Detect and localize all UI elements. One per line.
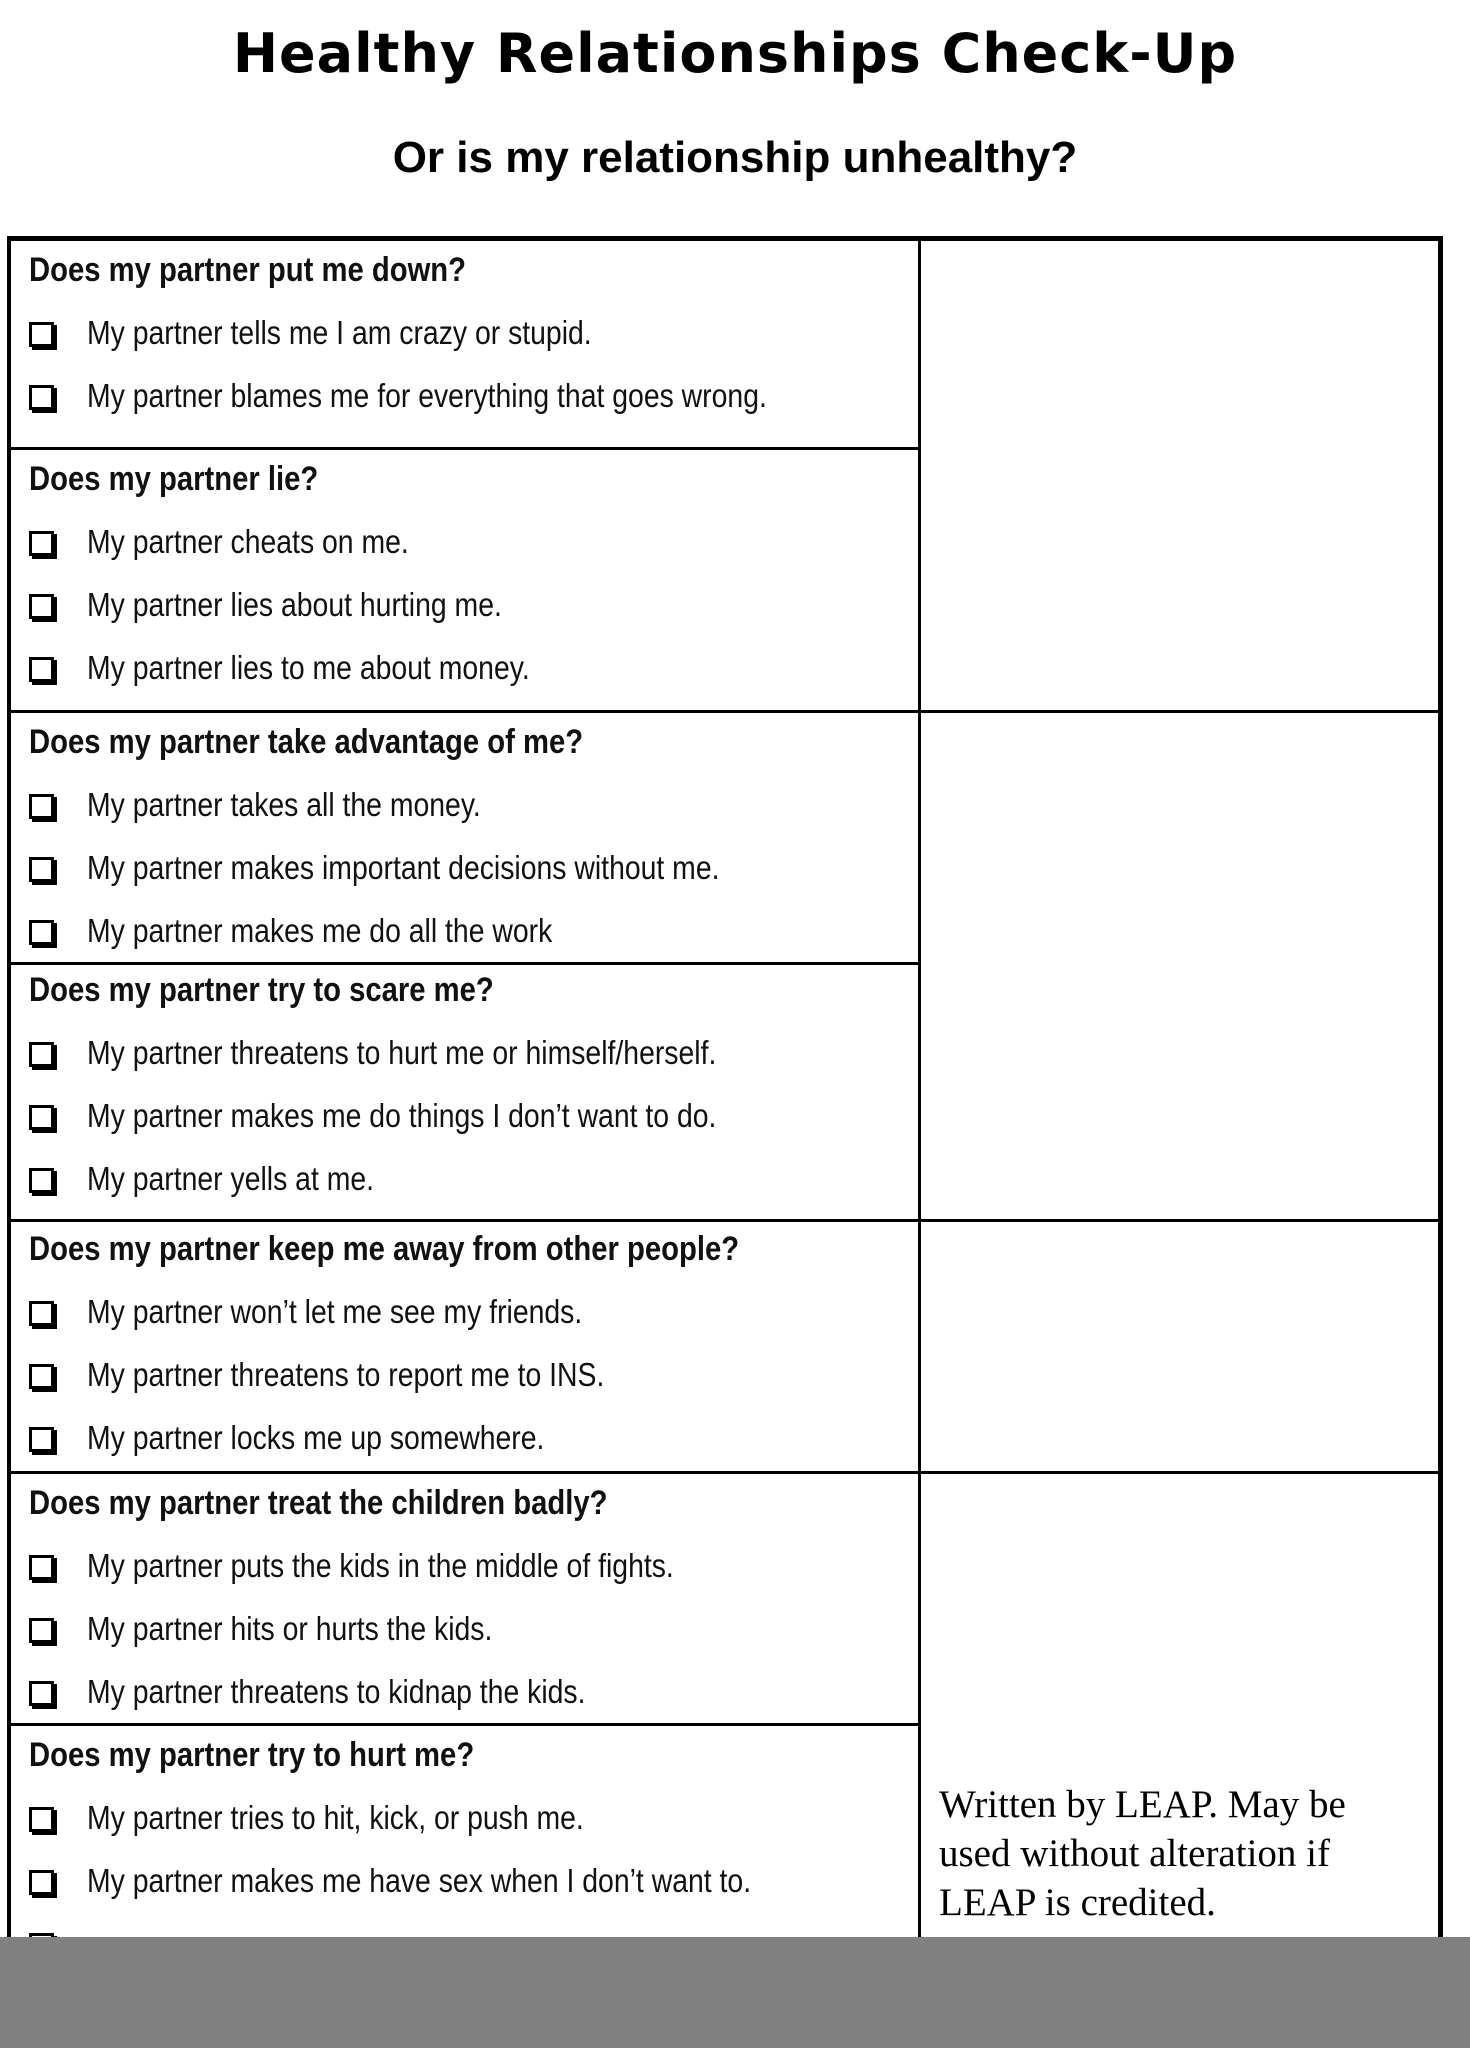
section-question: Does my partner put me down?	[29, 251, 467, 289]
section-scare: Does my partner try to scare me? My partner threatens to hurt me or himself/herself. My partner makes me do things I don’t want to do. My partner yells at me.	[11, 965, 918, 1222]
checkbox[interactable]	[29, 1105, 54, 1130]
section-question: Does my partner keep me away from other people?	[29, 1230, 740, 1268]
section-question: Does my partner try to scare me?	[29, 971, 494, 1009]
section-question: Does my partner lie?	[29, 460, 319, 498]
section-children: Does my partner treat the children badly? My partner puts the kids in the middle of fights. My partner hits or hurts the kids. My partner threatens to kidnap the kids.	[11, 1474, 918, 1726]
section-hurt: Does my partner try to hurt me? My partner tries to hit, kick, or push me. My partner makes me have sex when I don’t want to.	[11, 1726, 918, 2048]
checkbox[interactable]	[29, 920, 54, 945]
checkbox[interactable]	[29, 794, 54, 819]
section-put-down: Does my partner put me down? My partner tells me I am crazy or stupid. My partner blames me for everything that goes wrong.	[11, 241, 918, 450]
page-title: Healthy Relationships Check-Up	[232, 22, 1238, 85]
section-question: Does my partner take advantage of me?	[29, 723, 584, 761]
section-question: Does my partner try to hurt me?	[29, 1736, 475, 1774]
checkbox[interactable]	[29, 594, 54, 619]
checkbox[interactable]	[29, 1168, 54, 1193]
checkbox[interactable]	[29, 1555, 54, 1580]
checkbox[interactable]	[29, 531, 54, 556]
section-isolate: Does my partner keep me away from other people? My partner won’t let me see my friends. My partner threatens to report me to INS. My partner locks me up somewhere.	[11, 1222, 918, 1474]
checkbox[interactable]	[29, 1870, 54, 1895]
section-question: Does my partner treat the children badly?	[29, 1484, 608, 1522]
checkbox[interactable]	[29, 1807, 54, 1832]
right-column-divider	[921, 1219, 1440, 1222]
checkbox[interactable]	[29, 1618, 54, 1643]
page-subtitle: Or is my relationship unhealthy?	[392, 133, 1078, 182]
bottom-overlay-bar	[0, 1937, 1470, 2048]
right-column-divider	[921, 1471, 1440, 1474]
section-take-advantage: Does my partner take advantage of me? My partner takes all the money. My partner makes important decisions without me. My partner makes me do all the work	[11, 713, 918, 965]
right-column-divider	[921, 710, 1440, 713]
credit-note: Written by LEAP. May be used without alteration if LEAP is credited.	[939, 1783, 1346, 1924]
checkbox[interactable]	[29, 385, 54, 410]
checkbox[interactable]	[29, 1301, 54, 1326]
checkbox[interactable]	[29, 322, 54, 347]
section-lie: Does my partner lie? My partner cheats on me. My partner lies about hurting me. My partner lies to me about money.	[11, 450, 918, 713]
checkbox[interactable]	[29, 1681, 54, 1706]
checkbox[interactable]	[29, 1427, 54, 1452]
checkbox[interactable]	[29, 1042, 54, 1067]
checkbox[interactable]	[29, 857, 54, 882]
checkbox[interactable]	[29, 1364, 54, 1389]
checklist-column	[11, 241, 921, 2048]
checkbox[interactable]	[29, 657, 54, 682]
